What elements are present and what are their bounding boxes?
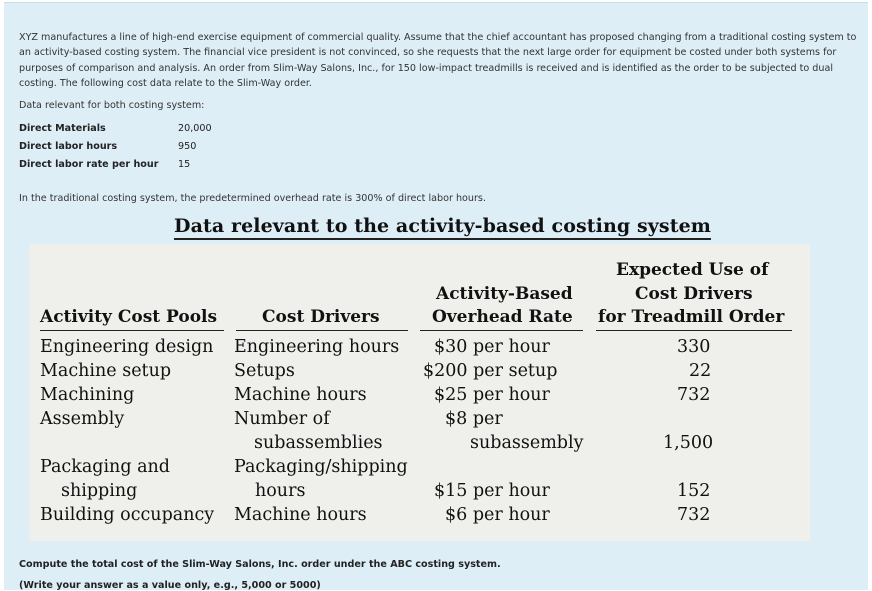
use-cell: 330 [677,337,711,357]
header-underline [420,330,583,331]
driver-cell: Packaging/shipping [234,457,408,477]
rate-cell: $8 per [445,409,503,429]
use-cell: 152 [677,481,711,501]
header-use-line2: Cost Drivers [635,284,753,304]
kv-label: Direct labor hours [19,141,118,152]
driver-cell: Engineering hours [234,337,400,357]
header-rate-line1: Activity-Based [436,284,573,304]
header-underline [236,330,408,331]
header-rate-line2: Overhead Rate [432,307,573,327]
header-underline [596,330,792,331]
pool-cell: shipping [61,481,138,501]
abc-table [29,244,810,541]
use-cell: 732 [677,505,711,525]
driver-cell: Machine hours [234,385,367,405]
driver-cell: Number of [234,409,330,429]
header-cost-drivers: Cost Drivers [262,307,380,327]
rate-cell: $200 per setup [423,361,558,381]
header-underline [40,330,224,331]
traditional-note: In the traditional costing system, the predetermined overhead rate is 300% of direct labor hours. [19,193,486,204]
driver-cell: subassemblies [254,433,383,453]
pool-cell: Building occupancy [40,505,215,525]
rate-cell: $6 per hour [445,505,550,525]
both-systems-label: Data relevant for both costing system: [19,100,205,111]
rate-cell: $15 per hour [434,481,550,501]
header-activity-cost-pools: Activity Cost Pools [40,307,218,327]
header-use-line3: for Treadmill Order [598,307,785,327]
kv-label: Direct Materials [19,123,106,134]
pool-cell: Assembly [40,409,125,429]
driver-cell: hours [255,481,306,501]
rate-cell: $25 per hour [434,385,550,405]
rate-cell: $30 per hour [434,337,550,357]
pool-cell: Machine setup [40,361,172,381]
driver-cell: Setups [234,361,295,381]
pool-cell: Packaging and [40,457,171,477]
kv-value: 950 [178,141,197,152]
answer-hint: (Write your answer as a value only, e.g., 5,000 or 5000) [19,580,321,591]
abc-table-title: Data relevant to the activity-based costing system [174,215,711,240]
use-cell: 1,500 [663,433,714,453]
driver-cell: Machine hours [234,505,367,525]
header-use-line1: Expected Use of [616,260,769,280]
pool-cell: Machining [40,385,135,405]
intro-text: XYZ manufactures a line of high-end exercise equipment of commercial quality. Assume that the chief accountant has proposed changing from a traditional costing system to an activity-based costing system. The financial vice president is not convinced, so she requests that the next large order for equipment be costed under both systems for purposes of comparison and analysis. An order from Slim-Way Salons, Inc., for 150 low-impact treadmills is received and is identified as the order to be subjected to dual costing. The following cost data relate to the Slim-Way order. [19,32,857,90]
problem-panel [4,2,868,590]
pool-cell: Engineering design [40,337,214,357]
question-text: Compute the total cost of the Slim-Way Salons, Inc. order under the ABC costing system. [19,559,501,570]
rate-cell: subassembly [470,433,584,453]
kv-value: 15 [178,159,191,170]
use-cell: 732 [677,385,711,405]
use-cell: 22 [689,361,712,381]
kv-label: Direct labor rate per hour [19,159,159,170]
kv-value: 20,000 [178,123,212,134]
